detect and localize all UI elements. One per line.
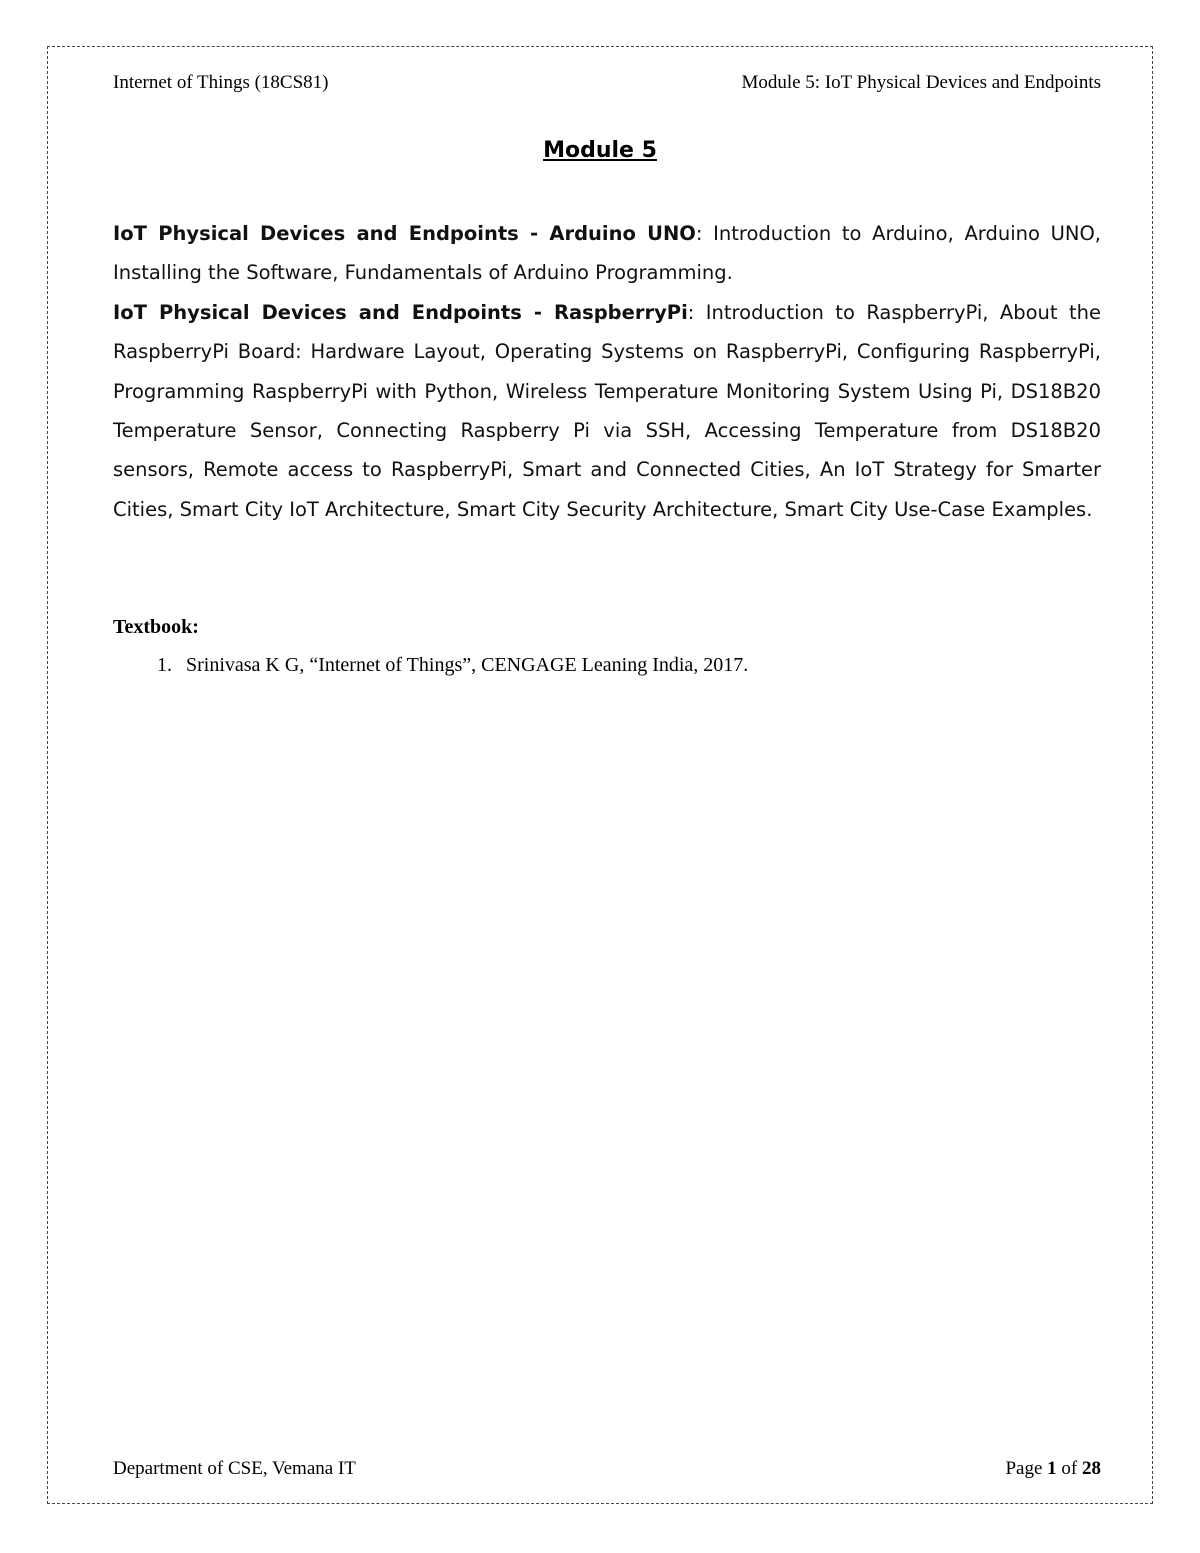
syllabus-text-raspberrypi: Introduction to RaspberryPi, About the RaspberryPi Board: Hardware Layout, Operating Systems on RaspberryPi, Configuring RaspberryPi, Programming RaspberryPi with Python, Wireless Temperature Monitoring System Using Pi, DS18B20 Temperature Sensor, Connecting Raspberry Pi via SSH, Accessing Temperature from DS18B20 sensors, Remote access to RaspberryPi, Smart and Connected Cities, An IoT Strategy for Smarter Cities, Smart City IoT Architecture, Smart City Security Architecture, Smart City Use-Case Examples. [113, 300, 1101, 521]
syllabus-heading-arduino: IoT Physical Devices and Endpoints - Arduino UNO [113, 222, 696, 245]
header-course-title: Internet of Things (18CS81) [113, 72, 329, 93]
page-title: Module 5 [543, 138, 657, 163]
page-number [1005, 1458, 1101, 1480]
syllabus-separator: : [687, 300, 706, 324]
textbook-item [113, 654, 1101, 677]
footer-department: Department of CSE, Vemana IT [113, 1458, 356, 1479]
syllabus-text-arduino: Introduction to Arduino, Arduino UNO, Installing the Software, Fundamentals of Arduino Programming. [113, 222, 1101, 285]
syllabus-paragraph-arduino [113, 214, 1101, 293]
header-module-title: Module 5: IoT Physical Devices and Endpoints [741, 72, 1101, 93]
syllabus-section [113, 214, 1101, 529]
page-footer [113, 1458, 1101, 1480]
textbook-list [113, 654, 1101, 677]
page-number-prefix: Page [1005, 1458, 1048, 1479]
textbook-item-number: 1. [157, 654, 172, 676]
page-current: 1 [1047, 1458, 1057, 1479]
syllabus-paragraph-raspberrypi [113, 293, 1101, 529]
page-header [113, 72, 1101, 94]
textbook-item-text: Srinivasa K G, “Internet of Things”, CENGAGE Leaning India, 2017. [186, 654, 749, 676]
page-total: 28 [1082, 1458, 1101, 1479]
textbook-heading: Textbook: [113, 616, 199, 638]
syllabus-heading-raspberrypi: IoT Physical Devices and Endpoints - RaspberryPi [113, 300, 688, 324]
page-number-of: of [1056, 1458, 1082, 1479]
syllabus-separator: : [695, 222, 714, 245]
